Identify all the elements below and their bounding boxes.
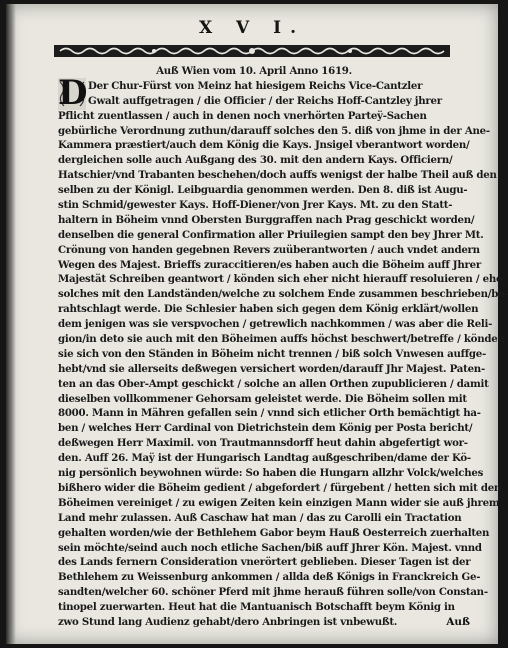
text-line: dem jenigen was sie verspvochen / getrewlich nachkommen / was aber die Reli- [58, 318, 493, 331]
decorative-border-ornament [54, 42, 450, 60]
text-line: den. Auff 26. Maÿ ist der Hungarisch Landtag außgeschriben/dame der Kö- [58, 452, 471, 465]
text-line: selben zu der Königl. Leibguardia genommen werden. Den 8. diß ist Augu- [58, 184, 468, 197]
text-line: dieselben vollkommener Gehorsam geleistet werde. Die Böheim sollen mit [58, 392, 467, 405]
text-line: Bethlehem zu Weissenburg ankommen / allda deß Königs in Franckreich Ge- [58, 571, 481, 584]
article-text [58, 64, 508, 630]
text-line: Land mehr zulassen. Auß Caschaw hat man / das zu Carolli ein Tractation [58, 511, 462, 524]
dateline: Auß Wien vom 10. April Anno 1619. [156, 65, 352, 77]
document-page [6, 4, 508, 644]
decorated-initial-letter [58, 73, 88, 113]
text-line: Wegen des Majest. Brieffs zuraccitieren/es haben auch die Böheim auff Jhrer [58, 258, 481, 271]
text-line: rahtschlagt werde. Die Schlesier haben sich gegen dem König erklärt/wollen [58, 303, 479, 316]
text-line: ten an das Ober-Ampt geschickt / solche an allen Orthen zupublicieren / damit [58, 377, 489, 390]
text-line: haltern in Böheim vnnd Obersten Burggraffen nach Prag geschickt worden/ [58, 213, 475, 226]
text-line: nig persönlich beywohnen würde: So haben die Hungarn allzhr Volck/welches [58, 467, 484, 480]
text-line: gion/in deto sie auch mit den Böheimen auffs höchst beschwert/betreffe / könden [58, 333, 505, 346]
text-line: Hatschier/vnd Trabanten beschehen/doch auffs wenigst der halbe Theil auß den [58, 169, 497, 182]
text-line: gebürliche Verordnung zuthun/darauff solches den 5. diß von jhme in der Ane- [58, 124, 490, 137]
catchword: Auß [446, 616, 470, 628]
text-line: Gwalt auffgetragen / die Officier / der Reichs Hoff-Cantzley jhrer [88, 94, 442, 107]
text-line: Der Chur-Fürst von Meinz hat hiesigem Reichs Vice-Cantzler [88, 79, 423, 92]
sheet-number: X V I. [198, 18, 306, 38]
text-line: Majestät Schreiben geantwort / könden sich eher nicht hierauff resoluieren / ehe [58, 273, 503, 286]
text-line: sie sich von den Ständen in Böheim nicht trennen / biß solch Vnwesen auffge- [58, 347, 486, 360]
page-edge-shadow [6, 4, 16, 644]
text-line: denselben die general Confirmation aller Priuilegien sampt den bey Jhrer Mt. [58, 228, 484, 241]
text-line: Kammera præstiert/auch dem König die Kays. Jnsigel vberantwort worden/ [58, 139, 470, 152]
text-line: sandten/welcher 60. schöner Pferd mit jhme herauß führen solle/von Constan- [58, 586, 488, 599]
text-line: tinopel zuerwarten. Heut hat die Mantuanisch Botschafft beym König in [58, 601, 455, 614]
text-line: Pflicht zuentlassen / auch in denen noch vnerhörten Parteÿ-Sachen [58, 109, 427, 122]
text-line: ben / welches Herr Cardinal von Dietrichstein dem König per Posta bericht/ [58, 422, 473, 435]
text-line: stin Schmid/gewester Kays. Hoff-Diener/von Jrer Kays. Mt. zu den Statt- [58, 199, 453, 212]
text-line: dergleichen solle auch Außgang des 30. mit den andern Kays. Officiern/ [58, 154, 453, 167]
text-line: gehalten worden/wie der Bethlehem Gabor beym Hauß Oesterreich zuerhalten [58, 526, 490, 539]
dropcap-letter: D [58, 73, 88, 113]
text-line: des Lands fernern Consideration vnerörtert geblieben. Dieser Tagen ist der [58, 556, 471, 569]
text-line: Böheimen vereiniget / zu ewigen Zeiten kein einzigen Mann wider sie auß jhrem [58, 496, 500, 509]
text-line: 8000. Mann in Mähren gefallen sein / vnnd sich etlicher Orth bemächtigt ha- [58, 407, 481, 420]
text-line: zwo Stund lang Audienz gehabt/dero Anbringen ist vnbewußt. [58, 615, 398, 628]
text-line: bißhero wider die Böheim gedient / abgefordert / fürgebent / hetten sich mit den [58, 481, 502, 494]
text-line: hebt/vnd sie allerseits deßwegen versichert worden/darauff Jhr Majest. Paten- [58, 362, 485, 375]
text-line: deßwegen Herr Maximil. von Trautmannsdorff heut dahin abgefertigt wor- [58, 437, 468, 450]
text-line: sein möchte/seind auch noch etliche Sachen/biß auff Jhrer Kön. Majest. vnnd [58, 541, 482, 554]
text-line: solches mit den Landständen/welche zu solchem Ende zusammen beschrieben/be- [58, 288, 508, 301]
text-line: Crönung von handen gegebnen Revers zuüberantworten / auch vndet andern [58, 243, 480, 256]
